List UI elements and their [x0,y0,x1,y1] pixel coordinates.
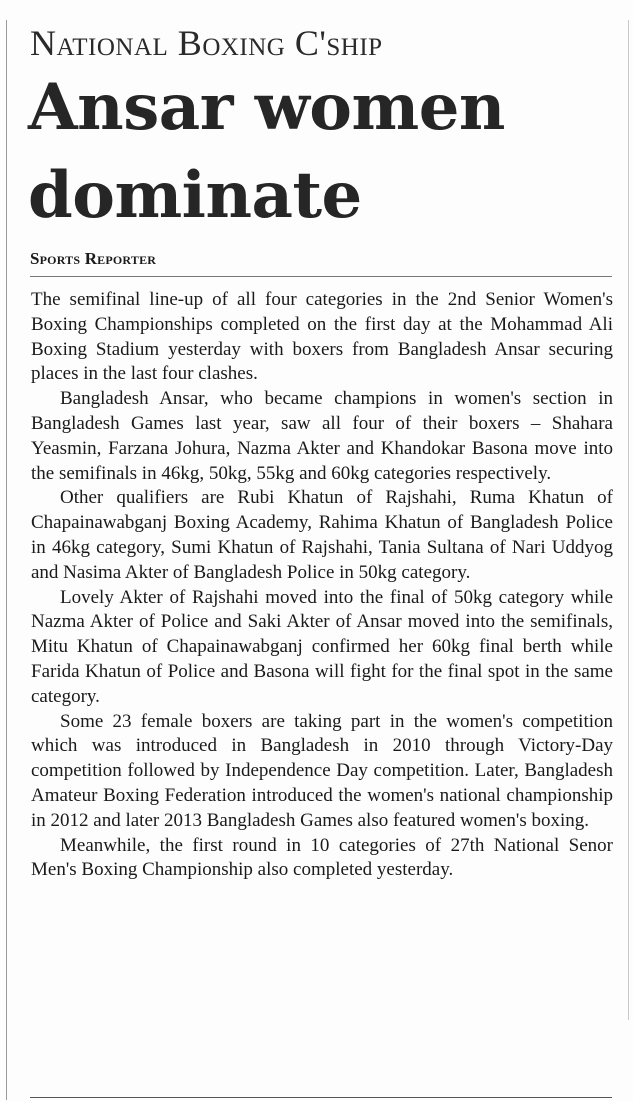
article-paragraph: Some 23 female boxers are taking part in the women's competition which was introduced in Bangladesh in 2010 through Victory-Day competition followed by Independence Day competition. Later, Bangladesh Amateur Boxing Federation introduced the women's national championship in 2012 and later 2013 Bangladesh Games also featured women's boxing. [31,710,613,831]
article-body [31,288,613,883]
article-paragraph: Other qualifiers are Rubi Khatun of Rajshahi, Ruma Khatun of Chapainawabganj Boxing Academy, Rahima Khatun of Bangladesh Police in 46kg category, Sumi Khatun of Rajshahi, Tania Sultana of Nari Uddyog and Nasima Akter of Bangladesh Police in 50kg category. [31,487,613,583]
article-paragraph: The semifinal line-up of all four categories in the 2nd Senior Women's Boxing Championships completed on the first day at the Mohammad Ali Boxing Stadium yesterday with boxers from Bangladesh Ansar securing places in the last four clashes. [31,289,613,385]
bottom-divider [30,1097,612,1098]
article-paragraph: Meanwhile, the first round in 10 categories of 27th National Senor Men's Boxing Championship also completed yesterday. [31,834,613,881]
column-rule-right [628,20,629,1020]
article-paragraph: Bangladesh Ansar, who became champions in women's section in Bangladesh Games last year, saw all four of their boxers – Shahara Yeasmin, Farzana Johura, Nazma Akter and Khandokar Basona move into the semifinals in 46kg, 50kg, 55kg and 60kg categories respectively. [31,388,613,484]
article-byline: Sports Reporter [30,249,157,268]
column-rule-left [6,20,7,1100]
byline-divider [30,276,612,277]
article-paragraph: Lovely Akter of Rajshahi moved into the final of 50kg category while Nazma Akter of Police and Saki Akter of Ansar moved into the semifinals, Mitu Khatun of Chapainawabganj confirmed her 60kg final berth while Farida Khatun of Police and Basona will fight for the final spot in the same category. [31,586,613,707]
article-headline: Ansar women dominate [28,70,505,233]
article-kicker: National Boxing C'ship [30,23,383,63]
